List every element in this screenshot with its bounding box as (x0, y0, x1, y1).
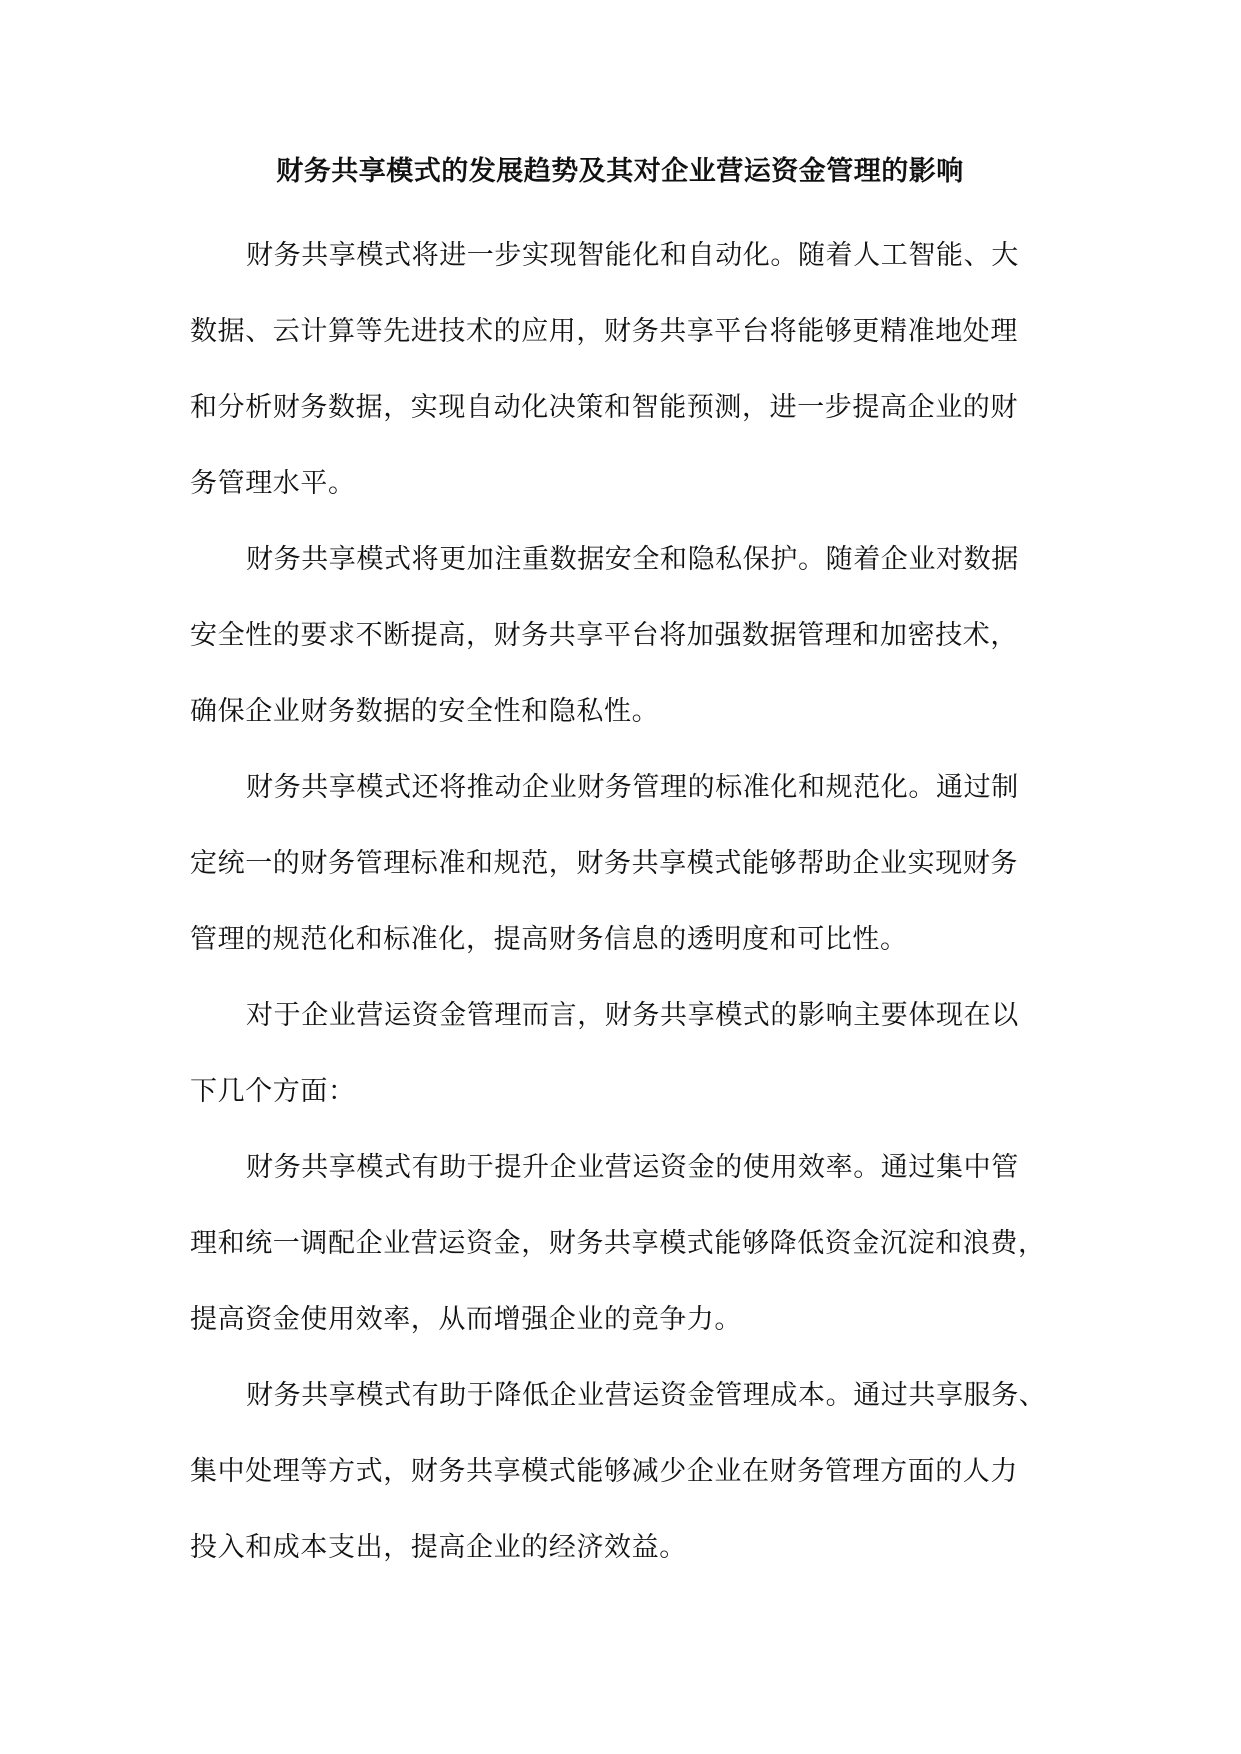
document-body (190, 218, 1050, 1586)
paragraph-line: 提高资金使用效率，从而增强企业的竞争力。 (190, 1304, 742, 1335)
paragraph-line: 务管理水平。 (190, 468, 356, 499)
paragraph-line: 投入和成本支出，提高企业的经济效益。 (190, 1532, 687, 1563)
paragraph-1 (190, 218, 1050, 522)
paragraph-line: 对于企业营运资金管理而言，财务共享模式的影响主要体现在以 (246, 1000, 1019, 1031)
paragraph-line: 和分析财务数据，实现自动化决策和智能预测，进一步提高企业的财 (190, 392, 1018, 423)
document-title: 财务共享模式的发展趋势及其对企业营运资金管理的影响 (276, 156, 964, 187)
paragraph-line: 理和统一调配企业营运资金，财务共享模式能够降低资金沉淀和浪费， (190, 1228, 1046, 1259)
paragraph-line: 管理的规范化和标准化，提高财务信息的透明度和可比性。 (190, 924, 908, 955)
paragraph-2 (190, 522, 1050, 750)
paragraph-line: 财务共享模式将更加注重数据安全和隐私保护。随着企业对数据 (246, 544, 1019, 575)
paragraph-3 (190, 750, 1050, 978)
paragraph-line: 定统一的财务管理标准和规范，财务共享模式能够帮助企业实现财务 (190, 848, 1018, 879)
paragraph-line: 财务共享模式有助于降低企业营运资金管理成本。通过共享服务、 (246, 1380, 1047, 1411)
paragraph-line: 确保企业财务数据的安全性和隐私性。 (190, 696, 660, 727)
paragraph-line: 财务共享模式还将推动企业财务管理的标准化和规范化。通过制 (246, 772, 1019, 803)
paragraph-line: 财务共享模式有助于提升企业营运资金的使用效率。通过集中管 (246, 1152, 1019, 1183)
paragraph-line: 数据、云计算等先进技术的应用，财务共享平台将能够更精准地处理 (190, 316, 1018, 347)
paragraph-line: 安全性的要求不断提高，财务共享平台将加强数据管理和加密技术， (190, 620, 1018, 651)
paragraph-4 (190, 978, 1050, 1130)
paragraph-5 (190, 1130, 1050, 1358)
paragraph-line: 集中处理等方式，财务共享模式能够减少企业在财务管理方面的人力 (190, 1456, 1018, 1487)
paragraph-line: 下几个方面： (190, 1076, 356, 1107)
paragraph-6 (190, 1358, 1050, 1586)
paragraph-line: 财务共享模式将进一步实现智能化和自动化。随着人工智能、大 (246, 240, 1019, 271)
